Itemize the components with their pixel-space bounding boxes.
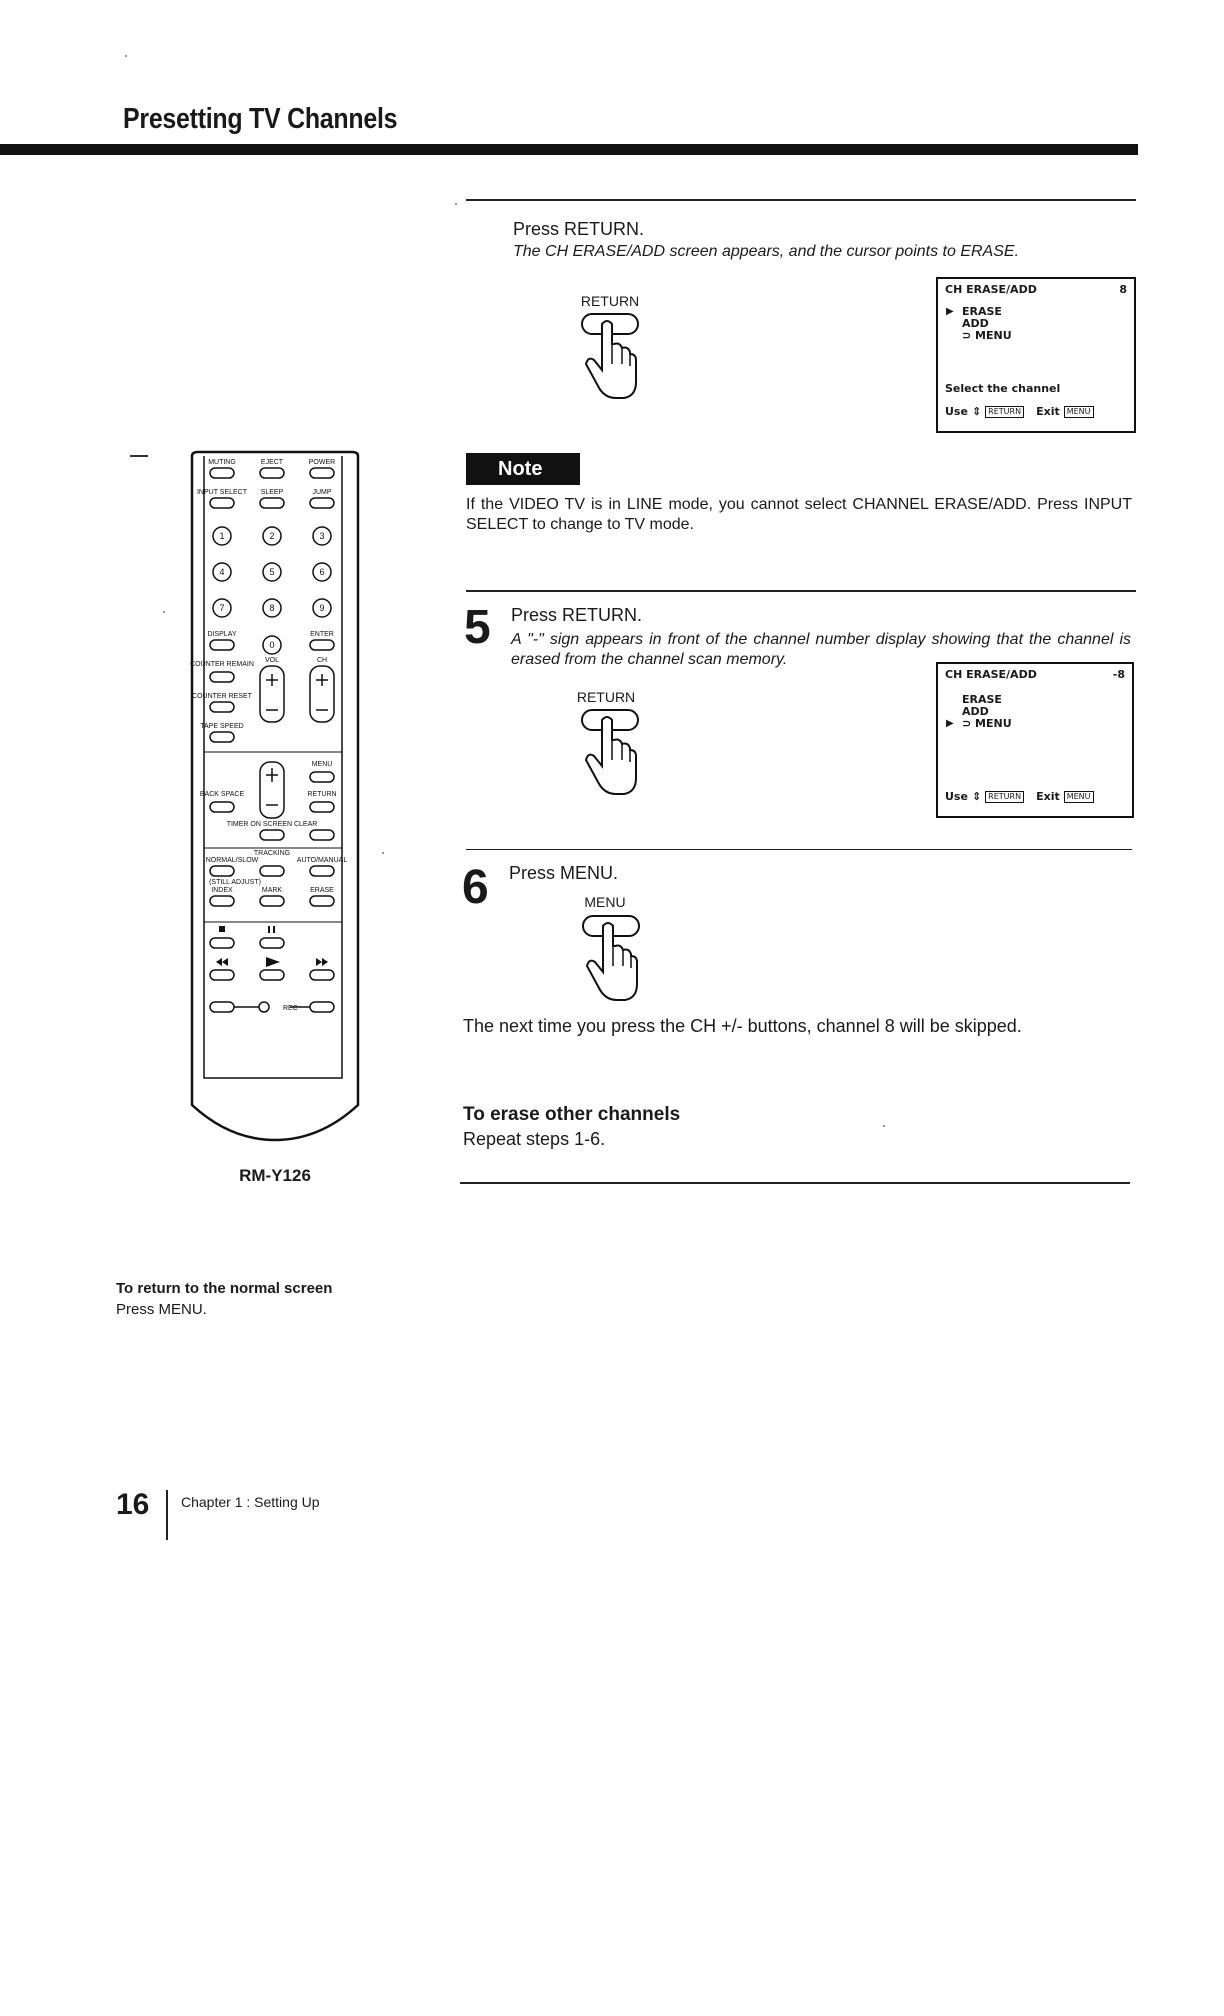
- erase-other-text: Repeat steps 1-6.: [463, 1129, 606, 1149]
- page-title: Presetting TV Channels: [123, 103, 398, 135]
- step4-instruction: Press RETURN.: [513, 219, 645, 239]
- svg-text:9: 9: [319, 603, 325, 613]
- footer-divider: [166, 1490, 168, 1540]
- svg-text:RETURN: RETURN: [307, 791, 337, 798]
- osd-item-add: ADD: [962, 317, 989, 330]
- return-normal-text: Press MENU.: [116, 1301, 207, 1318]
- step5-instruction: Press RETURN.: [511, 605, 643, 625]
- osd-use-bar: Use ⇕ RETURN Exit MENU: [945, 791, 1094, 803]
- svg-text:4: 4: [219, 567, 225, 577]
- svg-text:3: 3: [319, 531, 325, 541]
- svg-text:ENTER: ENTER: [310, 631, 334, 638]
- step6-button-label: MENU: [584, 894, 626, 910]
- osd-use-bar: Use ⇕ RETURN Exit MENU: [945, 406, 1094, 418]
- osd-header: CH ERASE/ADD: [945, 668, 1037, 681]
- osd-channel: -8: [1112, 668, 1125, 681]
- svg-text:2: 2: [269, 531, 275, 541]
- svg-text:1: 1: [219, 531, 225, 541]
- svg-text:CH: CH: [316, 657, 328, 664]
- svg-text:SLEEP: SLEEP: [260, 489, 284, 496]
- section-rule: [466, 849, 1132, 850]
- step4-button-label: RETURN: [580, 293, 640, 309]
- svg-text:0: 0: [269, 640, 275, 650]
- osd-screen-step5: [936, 662, 1134, 818]
- svg-text:BACK SPACE: BACK SPACE: [199, 791, 245, 798]
- hand-press-icon: [580, 312, 642, 404]
- scan-speck: [455, 203, 457, 205]
- osd-header: CH ERASE/ADD: [945, 283, 1037, 296]
- svg-text:COUNTER RESET: COUNTER RESET: [192, 693, 252, 700]
- svg-text:MUTING: MUTING: [208, 459, 236, 466]
- svg-text:6: 6: [319, 567, 325, 577]
- svg-text:5: 5: [269, 567, 275, 577]
- scan-speck: [883, 1125, 885, 1127]
- step5-number: 5: [464, 601, 491, 654]
- svg-text:VOL: VOL: [264, 657, 280, 664]
- section-rule: [466, 590, 1136, 592]
- svg-text:AUTO/MANUAL: AUTO/MANUAL: [296, 857, 348, 864]
- svg-text:JUMP: JUMP: [312, 489, 332, 496]
- page-number: 16: [116, 1488, 150, 1521]
- osd-select-text: Select the channel: [945, 382, 1061, 395]
- svg-text:INPUT SELECT: INPUT SELECT: [196, 489, 248, 496]
- step4-detail: The CH ERASE/ADD screen appears, and the cursor points to ERASE.: [513, 243, 1020, 260]
- osd-channel: 8: [1119, 283, 1127, 296]
- scan-speck: [382, 852, 384, 854]
- svg-text:7: 7: [219, 603, 225, 613]
- svg-text:MARK: MARK: [261, 887, 283, 894]
- section-rule: [466, 199, 1136, 201]
- scan-mark: [130, 455, 148, 457]
- osd-item-menu: ▶ ⊃ MENU: [946, 717, 1012, 730]
- svg-text:TAPE SPEED: TAPE SPEED: [200, 723, 244, 730]
- cursor-arrow-icon: ▶: [946, 718, 954, 729]
- osd-item-erase: ▶ ERASE: [946, 305, 1002, 318]
- step5-detail: A "-" sign appears in front of the channel number display showing that the channel is erased from the channel scan memory.: [511, 631, 1131, 668]
- remote-model-label: RM-Y126: [239, 1166, 311, 1185]
- scan-speck: [163, 611, 165, 613]
- svg-text:MENU: MENU: [311, 761, 333, 768]
- svg-text:NORMAL/SLOW: NORMAL/SLOW: [205, 857, 259, 864]
- cursor-arrow-icon: ▶: [946, 306, 954, 317]
- osd-item-erase: ERASE: [962, 693, 1002, 706]
- step5-button-label: RETURN: [576, 689, 636, 705]
- step6-instruction: Press MENU.: [509, 863, 619, 883]
- svg-text:TRACKING: TRACKING: [253, 850, 291, 857]
- remote-control-illustration: [190, 450, 360, 1150]
- osd-item-menu: ⊃ MENU: [962, 329, 1012, 342]
- svg-text:COUNTER REMAIN: COUNTER REMAIN: [190, 661, 254, 668]
- updown-icon: ⇕: [971, 405, 982, 418]
- svg-text:DISPLAY: DISPLAY: [207, 631, 237, 638]
- hand-press-icon: [580, 708, 642, 800]
- svg-text:ERASE: ERASE: [310, 887, 334, 894]
- scan-speck: [125, 55, 127, 57]
- chapter-label: Chapter 1 : Setting Up: [181, 1494, 320, 1510]
- step6-result: The next time you press the CH +/- buttons, channel 8 will be skipped.: [463, 1016, 1022, 1036]
- svg-text:POWER: POWER: [308, 459, 336, 466]
- svg-text:8: 8: [269, 603, 275, 613]
- section-rule: [460, 1182, 1130, 1184]
- note-label: Note: [466, 453, 580, 485]
- osd-screen-step4: [936, 277, 1136, 433]
- osd-item-add: ADD: [962, 705, 989, 718]
- svg-text:TIMER ON SCREEN CLEAR: TIMER ON SCREEN CLEAR: [226, 821, 318, 828]
- svg-text:(STILL ADJUST): (STILL ADJUST): [209, 879, 261, 886]
- svg-text:INDEX: INDEX: [211, 887, 233, 894]
- note-text: If the VIDEO TV is in LINE mode, you cannot select CHANNEL ERASE/ADD. Press INPUT SELECT to change to TV mode.: [466, 496, 1132, 533]
- svg-text:EJECT: EJECT: [260, 459, 284, 466]
- hand-press-icon: [581, 914, 643, 1006]
- return-normal-heading: To return to the normal screen: [116, 1280, 333, 1297]
- step6-number: 6: [462, 861, 489, 914]
- updown-icon: ⇕: [971, 790, 982, 803]
- erase-other-heading: To erase other channels: [463, 1104, 681, 1125]
- svg-text:REC: REC: [283, 1005, 298, 1012]
- title-rule: [0, 144, 1138, 155]
